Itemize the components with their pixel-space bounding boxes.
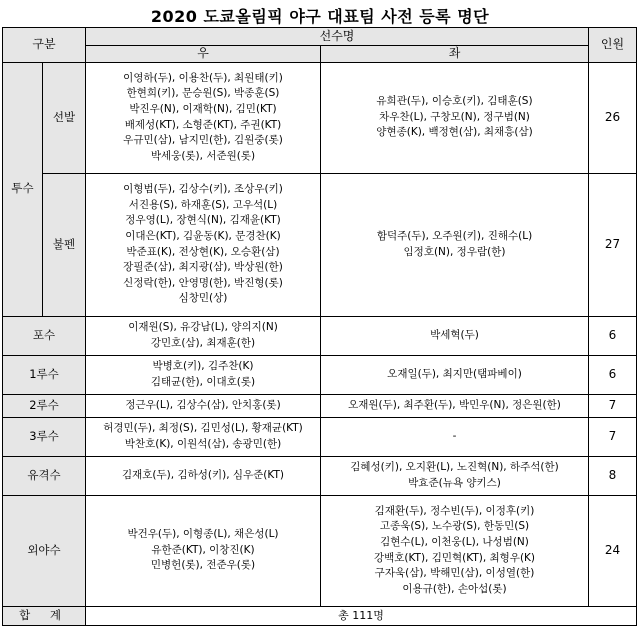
total-label: 합 계 — [3, 606, 86, 625]
list-item: 이형범(두), 김상수(키), 조상우(키) — [123, 183, 283, 196]
header-count: 인원 — [589, 28, 637, 63]
list-item: 박진우(N), 이재학(N), 김민(KT) — [129, 103, 277, 115]
first-base-count: 6 — [589, 355, 637, 394]
list-item: 정우영(L), 장현식(N), 김재윤(KT) — [125, 214, 281, 227]
list-item: 구자욱(삼), 박해민(삼), 이성열(한) — [374, 567, 535, 580]
list-item: 허경민(두), 최정(S), 김민성(L), 황재균(KT) — [103, 422, 303, 434]
list-item: 김현수(L), 이천웅(L), 나성범(N) — [380, 536, 529, 548]
roster-table — [2, 27, 637, 626]
list-item: 이재원(S), 유강남(L), 양의지(N) — [128, 321, 278, 333]
position-second-base: 2루수 — [3, 394, 86, 417]
list-item: 오재일(두), 최지만(탬파베이) — [387, 367, 522, 380]
list-item: 신정락(한), 안영명(한), 박진형(롯) — [123, 276, 283, 289]
header-right-handed: 우 — [86, 46, 321, 63]
position-catcher: 포수 — [3, 316, 86, 355]
table-row-third-base — [3, 417, 637, 456]
position-shortstop: 유격수 — [3, 456, 86, 495]
second-base-left-cell — [321, 394, 589, 417]
list-item: 차우찬(L), 구창모(N), 정구범(N) — [379, 110, 530, 123]
list-item: 강민호(삼), 최재훈(한) — [150, 336, 256, 349]
catcher-count: 6 — [589, 316, 637, 355]
list-item: 우규민(삼), 남지민(한), 김원중(롯) — [123, 134, 283, 147]
list-item: 함덕주(두), 오주원(키), 진해수(L) — [376, 230, 533, 242]
list-item: 양현종(K), 백정현(삼), 최채흥(삼) — [376, 126, 533, 139]
outfield-right-cell — [86, 495, 321, 606]
list-item: 박찬호(K), 이원석(삼), 송광민(한) — [124, 437, 282, 450]
page-title: 2020 도쿄올림픽 야구 대표팀 사전 등록 명단 — [150, 7, 490, 26]
catcher-right-cell — [86, 316, 321, 355]
header-left-handed: 좌 — [321, 46, 589, 63]
list-item: 심창민(상) — [178, 292, 228, 305]
header-players: 선수명 — [86, 28, 589, 46]
list-item: 서진용(S), 하재훈(S), 고우석(L) — [128, 198, 278, 211]
table-row-total — [3, 606, 637, 625]
list-item: 김재환(두), 정수빈(두), 이정후(키) — [374, 504, 535, 517]
first-base-left-cell — [321, 355, 589, 394]
list-item: 장필준(삼), 최지광(삼), 박상원(한) — [123, 261, 283, 274]
starter-right-cell — [86, 62, 321, 173]
list-item: 오재원(두), 최주환(두), 박민우(N), 정은원(한) — [348, 398, 561, 411]
group-pitcher: 투수 — [3, 62, 43, 316]
third-base-count: 7 — [589, 417, 637, 456]
list-item: 정근우(L), 김상수(삼), 안치홍(롯) — [125, 398, 281, 411]
shortstop-right-cell — [86, 456, 321, 495]
position-third-base: 3루수 — [3, 417, 86, 456]
second-base-count: 7 — [589, 394, 637, 417]
total-value: 총 111명 — [86, 606, 637, 625]
list-item: - — [452, 429, 457, 442]
catcher-left-cell — [321, 316, 589, 355]
position-first-base: 1루수 — [3, 355, 86, 394]
bullpen-left-cell — [321, 173, 589, 316]
bullpen-right-cell — [86, 173, 321, 316]
list-item: 한현희(키), 문승원(S), 박종훈(S) — [126, 87, 280, 100]
list-item: 민병헌(롯), 전준우(롯) — [150, 559, 256, 572]
table-row-outfield — [3, 495, 637, 606]
table-row-starter — [3, 62, 637, 173]
subgroup-bullpen: 불펜 — [43, 173, 86, 316]
subgroup-starter: 선발 — [43, 62, 86, 173]
list-item: 박병호(키), 김주찬(K) — [152, 360, 254, 372]
second-base-right-cell — [86, 394, 321, 417]
starter-left-cell — [321, 62, 589, 173]
table-row-second-base — [3, 394, 637, 417]
list-item: 고종욱(S), 노수광(S), 한동민(S) — [379, 520, 530, 533]
list-item: 김재호(두), 김하성(키), 심우준(KT) — [122, 468, 284, 481]
list-item: 유한준(KT), 이창진(K) — [151, 543, 255, 556]
list-item: 김태균(한), 이대호(롯) — [150, 375, 256, 388]
third-base-left-cell — [321, 417, 589, 456]
outfield-count: 24 — [589, 495, 637, 606]
table-row-bullpen — [3, 173, 637, 316]
list-item: 김혜성(키), 오지환(L), 노진혁(N), 하주석(한) — [350, 461, 559, 473]
list-item: 이대은(KT), 김윤동(K), 문경찬(K) — [125, 230, 281, 242]
list-item: 박세혁(두) — [430, 328, 479, 341]
list-item: 박효준(뉴욕 양키스) — [408, 476, 501, 489]
third-base-right-cell — [86, 417, 321, 456]
list-item: 이용규(한), 손아섭(롯) — [402, 582, 507, 595]
outfield-left-cell — [321, 495, 589, 606]
list-item: 이영하(두), 이용찬(두), 최원태(키) — [123, 71, 283, 84]
table-row-shortstop — [3, 456, 637, 495]
shortstop-left-cell — [321, 456, 589, 495]
list-item: 박준표(K), 전상현(K), 오승환(삼) — [126, 245, 280, 258]
list-item: 임정호(N), 정우람(한) — [403, 245, 506, 258]
list-item: 배제성(KT), 소형준(KT), 주권(KT) — [124, 118, 282, 131]
table-row-catcher — [3, 316, 637, 355]
position-outfield: 외야수 — [3, 495, 86, 606]
shortstop-count: 8 — [589, 456, 637, 495]
header-category: 구분 — [3, 28, 86, 63]
bullpen-count: 27 — [589, 173, 637, 316]
list-item: 박건우(두), 이형종(L), 채은성(L) — [127, 528, 279, 541]
list-item: 강백호(KT), 김민혁(KT), 최형우(K) — [373, 551, 536, 564]
first-base-right-cell — [86, 355, 321, 394]
table-row-first-base — [3, 355, 637, 394]
list-item: 유희관(두), 이승호(키), 김태훈(S) — [376, 95, 533, 108]
list-item: 박세웅(롯), 서준원(롯) — [150, 149, 256, 162]
starter-count: 26 — [589, 62, 637, 173]
